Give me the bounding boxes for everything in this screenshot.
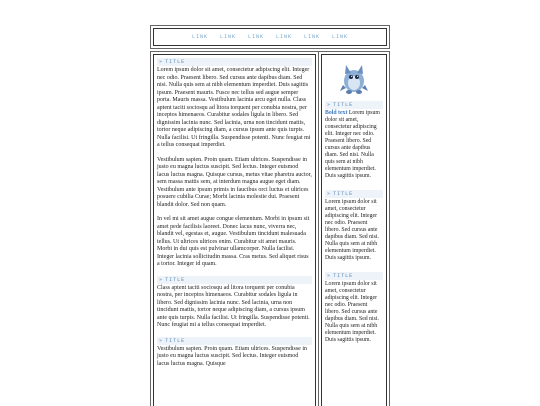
paragraph: Vestibulum sapien. Proin quam. Etiam ultrices. Suspendisse in justo eu magna luctus suscipit. Sed lectus. Integer euismod lacus luctus magna. Quisque [157, 345, 307, 367]
section-heading [157, 337, 312, 345]
double-arrow-icon: » [159, 276, 163, 283]
sidebar-section [322, 190, 386, 262]
section-title: TITLE [333, 102, 354, 108]
nav-link-2[interactable]: LINK [219, 34, 236, 40]
paragraph: Lorem ipsum dolor sit amet, consectetur adipiscing elit. Integer nec odio. Praesent libero. Sed cursus ante dapibus diam. Sed nisi. Nulla quis sem at nibh elementum imperdiet. Duis sagittis ipsum. Praesent mauris. Fusce nec tellus sed augue semper porta. Mauris massa. Vestibulum lacinia arcu eget nulla. Class aptent taciti sociosqu ad litora torquent per conubia nostra, per inceptos himenaeos. Curabitur sodales ligula in libero. Sed dignissim lacinia nunc. Sed lacinia, urna non tincidunt mattis, tortor neque adipiscing diam, a cursus ipsum ante quis turpis. Nulla facilisi. Ut fringilla. Suspendisse potenti. Nunc feugiat mi a tellus consequat imperdiet. [157, 67, 311, 148]
paragraph: Vestibulum sapien. Proin quam. Etiam ultrices. Suspendisse in justo eu magna luctus suscipit. Sed lectus. Integer euismod lacus luctus magna. Quisque cursus, metus vitae pharetra auctor, sem massa mattis sem, at interdum magna augue eget diam. Vestibulum ante ipsum primis in faucibus orci luctus et ultrices posuere cubilia Curae; Morbi lacinia molestie dui. Praesent blandit dolor. Sed non quam. [157, 156, 312, 208]
nav-link-1[interactable]: LINK [191, 34, 208, 40]
top-navigation [153, 28, 387, 46]
double-arrow-icon: » [159, 59, 163, 65]
sidebar [321, 54, 387, 406]
section-heading [325, 272, 383, 280]
nav-link-4[interactable]: LINK [276, 34, 293, 40]
section-title: TITLE [165, 59, 186, 65]
main-section [154, 276, 315, 330]
section-heading [325, 190, 383, 198]
section-title: TITLE [333, 273, 354, 279]
section-title: TITLE [333, 191, 354, 197]
paragraph: Lorem ipsum dolor sit amet, consectetur adipiscing elit. Integer nec odio. Praesent libero. Sed cursus ante dapibus diam. Sed nisi. Nulla quis sem at nibh elementum imperdiet. Duis sagittis ipsum. [325, 281, 379, 343]
sidebar-section [322, 101, 386, 180]
nav-link-5[interactable]: LINK [304, 34, 321, 40]
double-arrow-icon: » [159, 337, 163, 344]
main-section [154, 337, 315, 369]
double-arrow-icon: » [327, 273, 331, 279]
section-title: TITLE [165, 337, 186, 344]
bold-text: Bold text [325, 110, 348, 116]
section-title: TITLE [165, 276, 186, 283]
paragraph-text: Lorem ipsum dolor sit amet, consectetur adipiscing elit. Integer nec odio. Praesent libero. Sed cursus ante dapibus diam. Sed nisi. Nulla quis sem at nibh elementum imperdiet. Duis sagittis ipsum. [325, 110, 380, 179]
mascot-creature-icon [340, 61, 368, 95]
paragraph: Class aptent taciti sociosqu ad litora torquent per conubia nostra, per inceptos himenaeos. Curabitur sodales ligula in libero. Sed dignissim lacinia nunc. Sed lacinia, urna non tincidunt mattis, tortor neque adipiscing diam, a cursus ipsum ante quis turpis. Nulla facilisi. Ut fringilla. Suspendisse potenti. Nunc feugiat mi a tellus consequat imperdiet. [157, 284, 310, 328]
paragraph: Lorem ipsum dolor sit amet, consectetur adipiscing elit. Integer nec odio. Praesent libero. Sed cursus ante dapibus diam. Sed nisi. Nulla quis sem at nibh elementum imperdiet. Duis sagittis ipsum. [325, 199, 379, 261]
sidebar-section [322, 272, 386, 344]
double-arrow-icon: » [327, 102, 331, 108]
paragraph: In vel mi sit amet augue congue elementum. Morbi in ipsum sit amet pede facilisis laoreet. Donec lacus nunc, viverra nec, blandit vel, egestas et, augue. Vestibulum tincidunt malesuada tellus. Ut ultrices ultrices enim. Curabitur sit amet mauris. Morbi in dui quis est pulvinar ullamcorper. Nulla facilisi. Integer lacinia sollicitudin massa. Cras metus. Sed aliquet risus a tortor. Integer id quam. [157, 216, 310, 267]
paragraph [325, 110, 383, 180]
section-heading [157, 276, 312, 284]
section-heading [325, 101, 383, 109]
main-content [153, 54, 316, 406]
nav-link-3[interactable]: LINK [247, 34, 264, 40]
main-section [154, 58, 315, 269]
section-heading [157, 58, 312, 66]
double-arrow-icon: » [327, 191, 331, 197]
nav-link-6[interactable]: LINK [332, 34, 349, 40]
